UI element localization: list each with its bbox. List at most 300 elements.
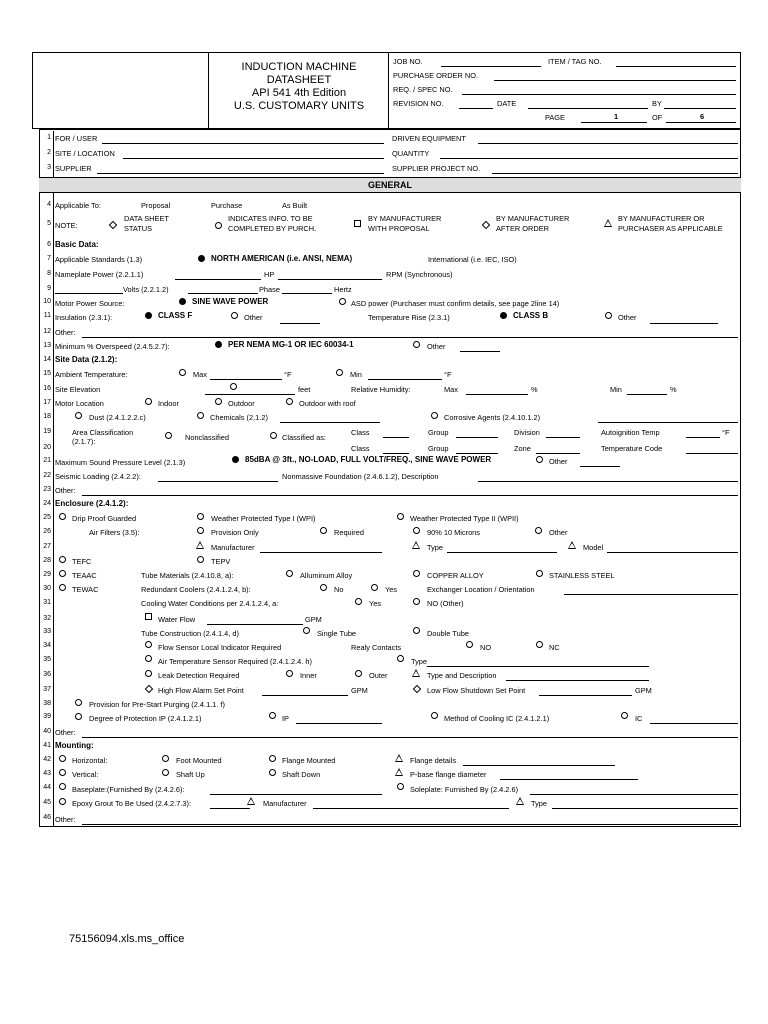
percent-unit: % — [531, 385, 538, 394]
radio-button[interactable] — [59, 783, 66, 790]
square-icon — [354, 220, 361, 227]
hp-field[interactable] — [175, 279, 261, 280]
radio-button[interactable] — [413, 341, 420, 348]
drip-proof-option: Drip Proof Guarded — [72, 514, 137, 523]
min-label: Min — [350, 370, 362, 379]
other-field[interactable] — [82, 337, 738, 338]
page-field — [581, 122, 647, 123]
radio-button[interactable] — [320, 527, 327, 534]
radio-button[interactable] — [339, 298, 346, 305]
required-option: Required — [334, 528, 364, 537]
cooling-method-label: Method of Cooling IC (2.4.1.2.1) — [444, 714, 550, 723]
radio-button[interactable] — [145, 641, 152, 648]
applicable-standards-label: Applicable Standards (1.3) — [55, 255, 143, 264]
radio-button[interactable] — [621, 712, 628, 719]
title-line: INDUCTION MACHINE — [241, 61, 357, 73]
ambient-temp-label: Ambient Temperature: — [55, 370, 128, 379]
shaft-up-option: Shaft Up — [176, 770, 205, 779]
low-flow-label: Low Flow Shutdown Set Point — [427, 686, 526, 695]
insulation-label: Insulation (2.3.1): — [55, 313, 113, 322]
low-flow-field[interactable] — [539, 695, 632, 696]
triangle-icon — [568, 541, 576, 549]
radio-button[interactable] — [269, 712, 276, 719]
no-contact-option: NO — [480, 643, 492, 652]
header-box — [32, 52, 741, 129]
radio-button[interactable] — [59, 755, 66, 762]
soleplate-option: Soleplate: Furnished By (2.4.2.6) — [410, 785, 519, 794]
foundation-field[interactable] — [478, 481, 738, 482]
divider — [208, 52, 209, 129]
corrosive-field[interactable] — [598, 422, 738, 423]
feet-unit: feet — [298, 385, 311, 394]
of-label: OF — [652, 113, 663, 122]
phase-label: Phase — [259, 285, 280, 294]
outdoor-roof-option: Outdoor with roof — [299, 399, 356, 408]
radio-button[interactable] — [59, 570, 66, 577]
revision-field[interactable] — [459, 108, 493, 109]
legend-text: BY MANUFACTURER OR — [618, 214, 705, 223]
legend-text: AFTER ORDER — [496, 224, 549, 233]
division-field[interactable] — [546, 437, 580, 438]
relay-contacts-label: Realy Contacts — [351, 643, 402, 652]
radio-button[interactable] — [286, 398, 293, 405]
radio-button[interactable] — [466, 641, 473, 648]
legend-text: COMPLETED BY PURCH. — [228, 224, 317, 233]
other-field[interactable] — [82, 737, 738, 738]
radio-button[interactable] — [230, 383, 237, 390]
triangle-icon — [516, 797, 524, 805]
horizontal-label: Horizontal: — [72, 756, 108, 765]
ip-protection-label: Degree of Protection IP (2.4.1.2.1) — [89, 714, 202, 723]
insulation-other-field[interactable] — [280, 323, 320, 324]
radio-button[interactable] — [431, 712, 438, 719]
as-built-option[interactable]: As Built — [282, 201, 308, 210]
baseplate-option: Baseplate:(Furnished By (2.4.2.6): — [72, 785, 185, 794]
radio-button[interactable] — [162, 755, 169, 762]
motor-location-label: Motor Location — [55, 399, 104, 408]
max-label: Max — [193, 370, 207, 379]
inner-option: Inner — [300, 671, 317, 680]
radio-button[interactable] — [75, 412, 82, 419]
purging-option: Provision for Pre-Start Purging (2.4.1.1. f) — [89, 700, 225, 709]
autoignition-field[interactable] — [686, 437, 720, 438]
po-no-field[interactable] — [494, 80, 736, 81]
class-field[interactable] — [383, 453, 409, 454]
elevation-field[interactable] — [205, 394, 295, 395]
radio-button[interactable] — [536, 456, 543, 463]
temp-code-label: Temperature Code — [601, 444, 663, 453]
type-field[interactable] — [552, 808, 738, 809]
radio-button[interactable] — [197, 513, 204, 520]
radio-button[interactable] — [215, 398, 222, 405]
seismic-label: Seismic Loading (2.4.2.2): — [55, 472, 141, 481]
radio-selected[interactable] — [232, 456, 239, 463]
legend-text: BY MANUFACTURER — [368, 214, 442, 223]
radio-button[interactable] — [355, 670, 362, 677]
mounting-heading: Mounting: — [55, 741, 94, 750]
volts-field[interactable] — [55, 293, 123, 294]
job-no-field[interactable] — [441, 66, 541, 67]
site-data-heading: Site Data (2.1.2): — [55, 355, 118, 364]
area-class-label: (2.1.7): — [72, 437, 96, 446]
international-option: International (i.e. IEC, ISO) — [428, 255, 517, 264]
stainless-option: STAINLESS STEEL — [549, 571, 615, 580]
line-number-column — [53, 131, 54, 827]
title-line: API 541 4th Edition — [251, 87, 347, 99]
radio-button[interactable] — [197, 412, 204, 419]
deg-f-unit: °F — [284, 370, 292, 379]
high-flow-field[interactable] — [262, 695, 348, 696]
radio-button[interactable] — [535, 527, 542, 534]
max-temp-field[interactable] — [210, 379, 282, 380]
radio-button[interactable] — [162, 769, 169, 776]
radio-button[interactable] — [165, 432, 172, 439]
site-location-label: SITE / LOCATION — [55, 149, 115, 158]
radio-button[interactable] — [145, 655, 152, 662]
sound-other-field[interactable] — [580, 466, 620, 467]
type-description-label: Type and Description — [427, 671, 497, 680]
insulation-other: Other — [244, 313, 263, 322]
date-label: DATE — [497, 99, 517, 108]
radio-button[interactable] — [413, 627, 420, 634]
radio-button[interactable] — [413, 527, 420, 534]
manufacturer-label: Manufacturer — [211, 543, 255, 552]
microns-option: 90% 10 Microns — [427, 528, 480, 537]
class-label: Class — [351, 428, 370, 437]
page-number: 1 — [614, 112, 619, 121]
humidity-max-field[interactable] — [466, 394, 528, 395]
asd-option: ASD power (Purchaser must confirm details, see page 2line 14) — [351, 299, 560, 308]
triangle-icon — [395, 768, 403, 776]
hertz-field[interactable] — [282, 293, 332, 294]
radio-button[interactable] — [197, 527, 204, 534]
supplier-project-label: SUPPLIER PROJECT NO. — [392, 164, 481, 173]
exchanger-field[interactable] — [564, 594, 738, 595]
radio-button[interactable] — [179, 369, 186, 376]
manufacturer-label: Manufacturer — [263, 799, 307, 808]
item-tag-field[interactable] — [616, 66, 736, 67]
air-temp-sensor-option: Air Temperature Sensor Required (2.4.1.2.4. h) — [158, 657, 312, 666]
deg-f-unit: °F — [444, 370, 452, 379]
circle-icon — [215, 222, 222, 229]
radio-button[interactable] — [536, 641, 543, 648]
radio-selected[interactable] — [198, 255, 205, 262]
other-field[interactable] — [82, 824, 738, 825]
radio-button[interactable] — [59, 769, 66, 776]
driven-equipment-field[interactable] — [478, 143, 738, 144]
legend-text: INDICATES INFO. TO BE — [228, 214, 313, 223]
baseplate-field[interactable] — [210, 794, 382, 795]
basic-data-heading: Basic Data: — [55, 240, 99, 249]
pbase-field[interactable] — [500, 779, 638, 780]
quantity-field[interactable] — [440, 158, 738, 159]
section-general: GENERAL — [39, 177, 741, 193]
page-label: PAGE — [545, 113, 565, 122]
title-line: U.S. CUSTOMARY UNITS — [233, 100, 365, 112]
class-b-option: CLASS B — [513, 311, 549, 320]
gpm-unit: GPM — [351, 686, 368, 695]
triangle-icon — [412, 541, 420, 549]
site-elevation-label: Site Elevation — [55, 385, 101, 394]
divider — [388, 52, 389, 129]
redundant-coolers-label: Redundant Coolers (2.4.1.2.4, b): — [141, 585, 251, 594]
checkbox[interactable] — [145, 613, 152, 620]
other-label: Other: — [55, 328, 76, 337]
water-flow-field[interactable] — [207, 624, 303, 625]
type-label: Type — [411, 657, 428, 666]
po-no-label: PURCHASE ORDER NO. — [393, 71, 479, 80]
nameplate-power-label: Nameplate Power (2.2.1.1) — [55, 270, 144, 279]
group-label: Group — [428, 428, 449, 437]
radio-button[interactable] — [413, 570, 420, 577]
class-label: Class — [351, 444, 370, 453]
indoor-option: Indoor — [158, 399, 179, 408]
min-temp-field[interactable] — [368, 379, 442, 380]
radio-button[interactable] — [397, 513, 404, 520]
copper-option: COPPER ALLOY — [427, 571, 484, 580]
seismic-field[interactable] — [158, 481, 278, 482]
filter-other: Other — [549, 528, 568, 537]
soleplate-field[interactable] — [530, 794, 738, 795]
triangle-icon — [196, 541, 204, 549]
type-field[interactable] — [447, 552, 557, 553]
epoxy-grout-option: Epoxy Grout To Be Used (2.4.2.7.3): — [72, 799, 191, 808]
type-label: Type — [531, 799, 548, 808]
pbase-label: P-base flange diameter — [410, 770, 487, 779]
of-field — [666, 122, 736, 123]
radio-button[interactable] — [75, 713, 82, 720]
radio-button[interactable] — [59, 584, 66, 591]
radio-button[interactable] — [270, 432, 277, 439]
double-tube-option: Double Tube — [427, 629, 469, 638]
radio-button[interactable] — [59, 513, 66, 520]
min-label: Min — [610, 385, 622, 394]
type-label: Type — [427, 543, 444, 552]
nema-option: PER NEMA MG-1 OR IEC 60034-1 — [228, 340, 354, 349]
quantity-label: QUANTITY — [392, 149, 430, 158]
leak-detection-option: Leak Detection Required — [158, 671, 240, 680]
sound-pressure-label: Maximum Sound Pressure Level (2.1.3) — [55, 458, 186, 467]
other-label: Other: — [55, 728, 76, 737]
foot-mounted-option: Foot Mounted — [176, 756, 222, 765]
type-description-field[interactable] — [506, 680, 649, 681]
single-tube-option: Single Tube — [317, 629, 357, 638]
radio-selected[interactable] — [179, 298, 186, 305]
hertz-label: Hertz — [334, 285, 352, 294]
supplier-project-field[interactable] — [492, 173, 738, 174]
radio-button[interactable] — [397, 783, 404, 790]
dust-option: Dust (2.4.1.2.2.c) — [89, 413, 146, 422]
epoxy-field[interactable] — [210, 808, 250, 809]
radio-button[interactable] — [336, 369, 343, 376]
sound-level-option: 85dBA @ 3ft., NO-LOAD, FULL VOLT/FREQ., SINE WAVE POWER — [245, 455, 492, 464]
by-label: BY — [652, 99, 662, 108]
hp-unit: HP — [264, 270, 275, 279]
nc-option: NC — [549, 643, 560, 652]
other-field[interactable] — [82, 495, 738, 496]
radio-button[interactable] — [355, 598, 362, 605]
radio-button[interactable] — [536, 570, 543, 577]
applicable-to-label: Applicable To: — [55, 201, 101, 210]
chemicals-field[interactable] — [280, 422, 380, 423]
radio-button[interactable] — [286, 570, 293, 577]
group-field[interactable] — [456, 437, 498, 438]
triangle-icon — [395, 754, 403, 762]
gpm-unit: GPM — [635, 686, 652, 695]
triangle-icon — [412, 669, 420, 677]
air-filters-label: Air Filters (3.5): — [89, 528, 140, 537]
ic-label: IC — [635, 714, 643, 723]
radio-button[interactable] — [145, 398, 152, 405]
flow-sensor-option: Flow Sensor Local Indicator Required — [158, 643, 282, 652]
other-label: Other: — [55, 815, 76, 824]
overspeed-label: Minimum % Overspeed (2.4.5.2.7): — [55, 342, 170, 351]
radio-button[interactable] — [371, 584, 378, 591]
deg-f-unit: °F — [722, 428, 730, 437]
radio-button[interactable] — [605, 312, 612, 319]
radio-selected[interactable] — [500, 312, 507, 319]
radio-button[interactable] — [197, 556, 204, 563]
legend-text: BY MANUFACTURER — [496, 214, 570, 223]
class-f-option: CLASS F — [158, 311, 193, 320]
yes-option: Yes — [385, 585, 398, 594]
rpm-label: RPM (Synchronous) — [386, 270, 453, 279]
group-field[interactable] — [456, 453, 498, 454]
tefc-option: TEFC — [72, 557, 92, 566]
flange-details-label: Flange details — [410, 756, 457, 765]
sine-wave-option: SINE WAVE POWER — [192, 297, 269, 306]
provision-only-option: Provision Only — [211, 528, 259, 537]
file-name-footer: 75156094.xls.ms_office — [69, 933, 185, 945]
tepv-option: TEPV — [211, 557, 231, 566]
purchase-option[interactable]: Purchase — [211, 201, 243, 210]
wpii-option: Weather Protected Type II (WPII) — [410, 514, 519, 523]
radio-button[interactable] — [231, 312, 238, 319]
chemicals-option: Chemicals (2.1.2) — [210, 413, 268, 422]
wpi-option: Weather Protected Type I (WPI) — [211, 514, 316, 523]
zone-field[interactable] — [536, 453, 580, 454]
legend-text: WITH PROPOSAL — [368, 224, 430, 233]
radio-button[interactable] — [413, 598, 420, 605]
nonclassified-option: Nonclassified — [185, 433, 229, 442]
corrosive-option: Corrosive Agents (2.4.10.1.2) — [444, 413, 541, 422]
radio-button[interactable] — [75, 699, 82, 706]
temp-rise-other: Other — [618, 313, 637, 322]
manufacturer-field[interactable] — [260, 552, 382, 553]
by-field[interactable] — [664, 108, 736, 109]
tewac-option: TEWAC — [72, 585, 99, 594]
volts-label: Volts (2.2.1.2) — [123, 285, 169, 294]
flange-mounted-option: Flange Mounted — [282, 756, 336, 765]
driven-equipment-label: DRIVEN EQUIPMENT — [392, 134, 466, 143]
area-class-label: Area Classification — [72, 428, 134, 437]
manufacturer-field[interactable] — [313, 808, 509, 809]
for-user-field[interactable] — [102, 143, 384, 144]
outdoor-option: Outdoor — [228, 399, 255, 408]
radio-button[interactable] — [59, 556, 66, 563]
supplier-label: SUPPLIER — [55, 164, 92, 173]
req-spec-label: REQ. / SPEC NO. — [393, 85, 453, 94]
temp-code-field[interactable] — [686, 453, 738, 454]
ip-label: IP — [282, 714, 289, 723]
hp-blank[interactable] — [278, 279, 382, 280]
radio-button[interactable] — [145, 670, 152, 677]
no-other-option: NO (Other) — [427, 599, 464, 608]
radio-button[interactable] — [320, 584, 327, 591]
temp-rise-other-field[interactable] — [650, 323, 718, 324]
triangle-icon — [604, 219, 612, 227]
other-label: Other: — [55, 486, 76, 495]
yes-option: Yes — [369, 599, 382, 608]
for-user-label: FOR / USER — [55, 134, 98, 143]
power-source-label: Motor Power Source: — [55, 299, 125, 308]
radio-button[interactable] — [286, 670, 293, 677]
outer-option: Outer — [369, 671, 388, 680]
humidity-min-field[interactable] — [627, 394, 667, 395]
classified-as-option: Classified as: — [282, 433, 326, 442]
radio-selected[interactable] — [145, 312, 152, 319]
req-spec-field[interactable] — [462, 94, 736, 95]
tube-materials-label: Tube Materials (2.4.10.8, a): — [141, 571, 234, 580]
date-field[interactable] — [528, 108, 648, 109]
radio-button[interactable] — [303, 627, 310, 634]
percent-unit: % — [670, 385, 677, 394]
water-flow-label: Water Flow — [158, 615, 196, 624]
type-field[interactable] — [427, 666, 649, 667]
note-label: NOTE: — [55, 221, 78, 230]
aluminum-option: Alluminum Alloy — [300, 571, 353, 580]
radio-button[interactable] — [431, 412, 438, 419]
item-tag-label: ITEM / TAG NO. — [548, 57, 602, 66]
exchanger-label: Exchanger Location / Orientation — [427, 585, 535, 594]
division-label: Division — [514, 428, 540, 437]
teaac-option: TEAAC — [72, 571, 97, 580]
proposal-option[interactable]: Proposal — [141, 201, 171, 210]
radio-button[interactable] — [269, 755, 276, 762]
foundation-label: Nonmassive Foundation (2.4.6.1.2), Description — [282, 472, 439, 481]
humidity-label: Relative Humidity: — [351, 385, 411, 394]
radio-button[interactable] — [269, 769, 276, 776]
title-line: DATASHEET — [266, 74, 332, 86]
page-total: 6 — [700, 112, 705, 121]
radio-selected[interactable] — [215, 341, 222, 348]
phase-field[interactable] — [188, 293, 258, 294]
ic-field[interactable] — [650, 723, 738, 724]
triangle-icon — [247, 797, 255, 805]
flange-details-field[interactable] — [463, 765, 615, 766]
supplier-field[interactable] — [97, 173, 384, 174]
cooling-water-label: Cooling Water Conditions per 2.4.1.2.4, a: — [141, 599, 279, 608]
model-label: Model — [583, 543, 604, 552]
class-field[interactable] — [383, 437, 409, 438]
radio-button[interactable] — [59, 798, 66, 805]
high-flow-label: High Flow Alarm Set Point — [158, 686, 244, 695]
sound-other: Other — [549, 457, 568, 466]
revision-label: REVISION NO. — [393, 99, 444, 108]
north-american-option: NORTH AMERICAN (i.e. ANSI, NEMA) — [211, 254, 353, 263]
legend-text: PURCHASER AS APPLICABLE — [618, 224, 723, 233]
gpm-unit: GPM — [305, 615, 322, 624]
legend-text: DATA SHEET — [124, 214, 169, 223]
site-location-field[interactable] — [123, 158, 384, 159]
divider — [39, 129, 741, 130]
overspeed-other-field[interactable] — [460, 351, 500, 352]
max-label: Max — [444, 385, 458, 394]
ip-field[interactable] — [296, 723, 382, 724]
radio-button[interactable] — [397, 655, 404, 662]
model-field[interactable] — [607, 552, 738, 553]
zone-label: Zone — [514, 444, 531, 453]
